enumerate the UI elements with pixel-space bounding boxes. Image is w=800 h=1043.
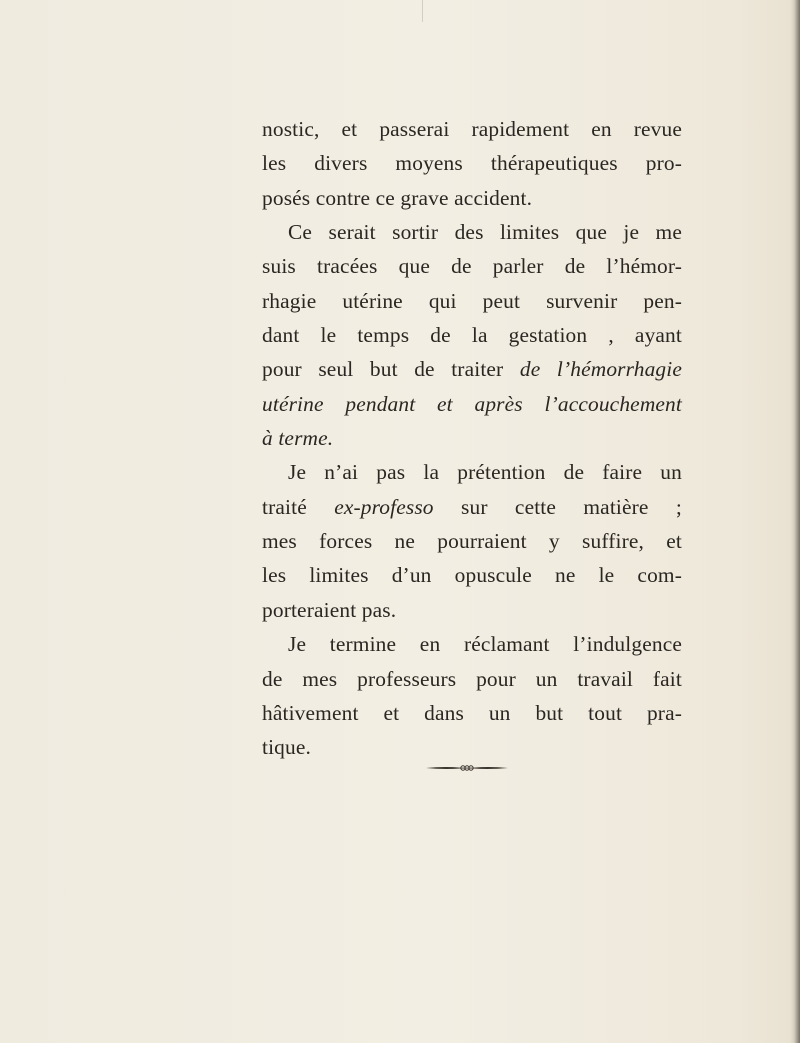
text-line-19: tique. xyxy=(262,735,312,760)
text-line-14: les limites d’un opuscule ne le com- xyxy=(262,563,682,588)
text-line-1: nostic, et passerai rapidement en revue xyxy=(262,117,682,141)
text-line-10 xyxy=(262,421,682,455)
paper-trace xyxy=(422,0,423,22)
rule-ornament xyxy=(424,763,510,773)
text-line-12-roman-b: sur cette matière ; xyxy=(433,494,682,519)
text-line-9-italic: utérine pendant et après l’accouchement xyxy=(262,391,682,416)
text-line-10-italic: à terme. xyxy=(262,426,334,451)
text-line-13: mes forces ne pourraient y suffire, et xyxy=(262,529,682,554)
text-line-11: Je n’ai pas la prétention de faire un xyxy=(288,460,682,485)
body-text xyxy=(262,112,682,765)
page-binding-edge xyxy=(790,0,800,1043)
text-line-5: suis tracées que de parler de l’hémor- xyxy=(262,254,682,279)
text-line-17: de mes professeurs pour un travail fait xyxy=(262,666,682,691)
text-line-8-roman: pour seul but de traiter xyxy=(262,357,520,382)
text-line-8-italic: de l’hémorrhagie xyxy=(519,357,683,382)
text-line-16: Je termine en réclamant l’indulgence xyxy=(288,632,682,657)
text-line-2: les divers moyens thérapeutiques pro- xyxy=(262,151,682,176)
text-line-18: hâtivement et dans un but tout pra- xyxy=(262,700,682,725)
text-line-8 xyxy=(262,352,682,386)
text-line-12 xyxy=(262,490,682,524)
text-line-15: porteraient pas. xyxy=(262,597,397,622)
text-line-6: rhagie utérine qui peut survenir pen- xyxy=(262,288,682,313)
text-line-12-roman-a: traité xyxy=(262,494,335,519)
text-line-4: Ce serait sortir des limites que je me xyxy=(288,220,682,245)
text-line-3: posés contre ce grave accident. xyxy=(262,185,533,210)
text-line-12-italic: ex-professo xyxy=(334,494,434,519)
text-line-7: dant le temps de la gestation , ayant xyxy=(262,323,682,348)
text-line-9 xyxy=(262,387,682,421)
